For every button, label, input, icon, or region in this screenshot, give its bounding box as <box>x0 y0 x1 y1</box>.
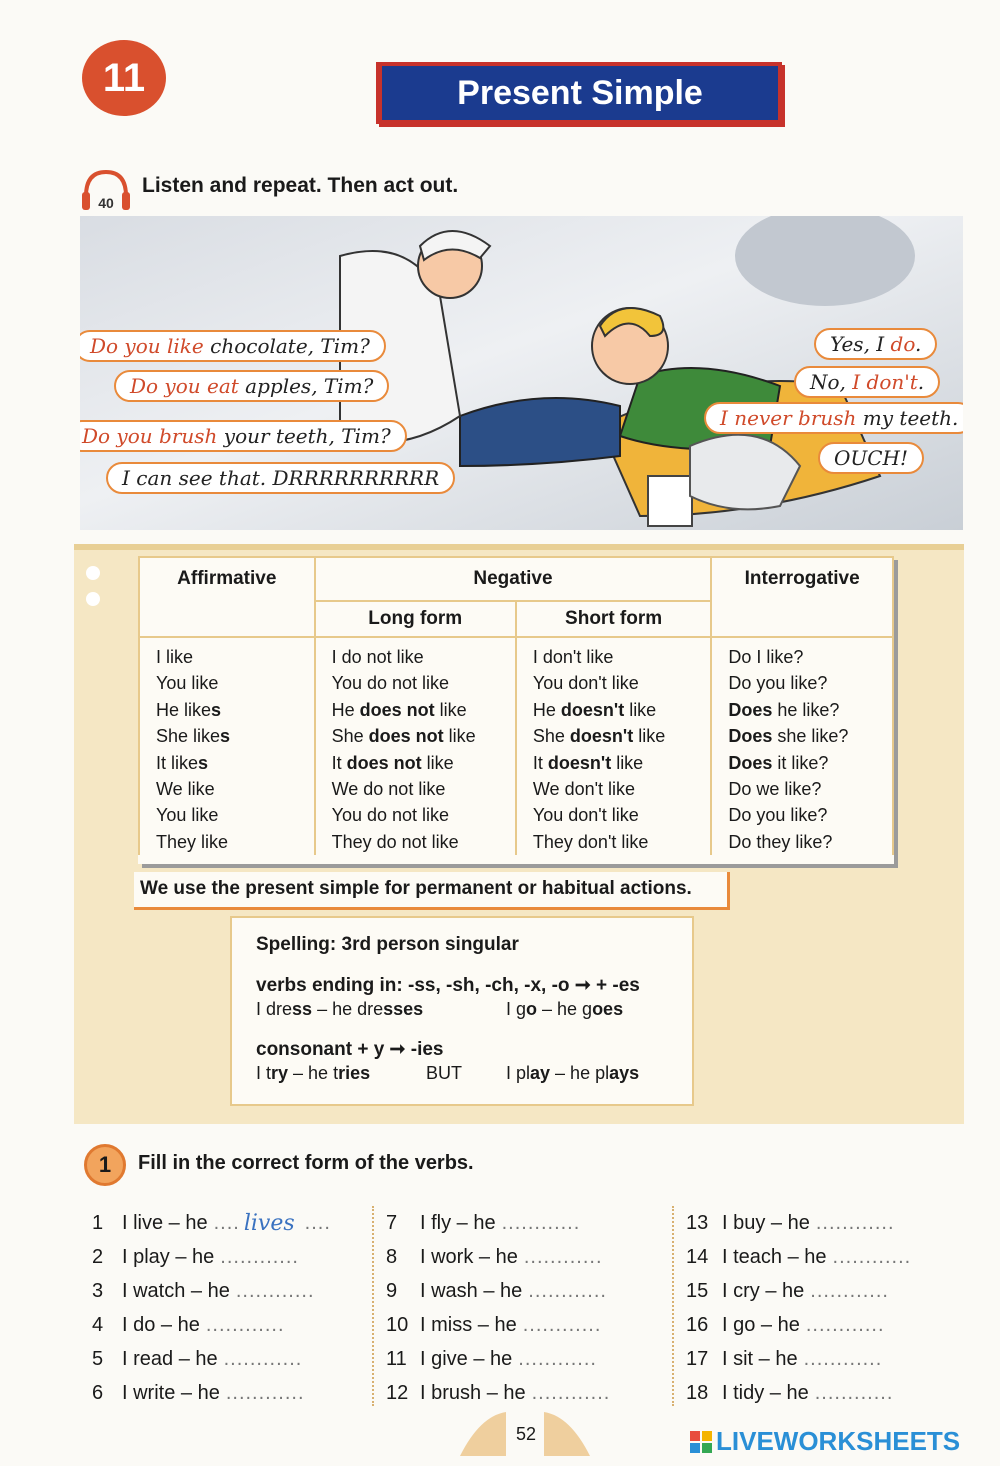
interrogative-row: Do we like? <box>728 779 822 800</box>
affirmative-row: They like <box>156 831 229 852</box>
affirmative-row: She likes <box>156 726 231 747</box>
affirmative-row: I like <box>156 647 194 667</box>
brand-grid-icon <box>690 1431 712 1453</box>
short-form-row: You don't like <box>532 805 639 826</box>
exercise-item: 5 I read – he ............ <box>92 1347 303 1370</box>
speech-bubble-tim-3 <box>704 402 963 434</box>
bubble-answer: I don't <box>852 370 918 394</box>
short-form-row: You don't like <box>532 673 639 694</box>
header-affirmative: Affirmative <box>139 557 315 637</box>
dentist-illustration <box>80 216 963 530</box>
spelling-example: I dress – he dresses <box>256 999 424 1019</box>
answer-field[interactable]: ............ <box>523 1245 603 1268</box>
speech-bubble-dentist-4 <box>106 462 455 494</box>
bubble-text: chocolate, Tim? <box>203 334 370 358</box>
long-form-row: It does not like <box>331 752 454 773</box>
exercise-item: 14 I teach – he ............ <box>686 1245 912 1268</box>
interrogative-row: Does he like? <box>728 699 840 720</box>
short-form-row: They don't like <box>532 831 649 852</box>
long-form-row: You do not like <box>331 805 450 826</box>
speech-bubble-tim-2 <box>794 366 940 398</box>
usage-note: We use the present simple for permanent or habitual actions. <box>134 872 730 910</box>
speech-bubble-dentist-1 <box>80 330 386 362</box>
bubble-text: your teeth, Tim? <box>217 424 391 448</box>
bubble-question: Do you like <box>90 334 204 358</box>
header-long-form: Long form <box>315 601 516 637</box>
page-number <box>460 1412 590 1456</box>
spelling-examples-1 <box>256 999 668 1020</box>
short-form-column <box>516 637 711 855</box>
exercise-item: 15 I cry – he ............ <box>686 1279 889 1302</box>
exercise-title: Fill in the correct form of the verbs. <box>138 1152 474 1174</box>
panel-dot <box>86 566 100 580</box>
bubble-text: No, <box>810 370 853 394</box>
header-interrogative: Interrogative <box>711 557 893 637</box>
short-form-row: I don't like <box>532 647 614 667</box>
long-form-row: You do not like <box>331 673 450 694</box>
exercise-column-2 <box>386 1206 610 1410</box>
exercise-item: 11 I give – he ............ <box>386 1347 597 1370</box>
answer-field[interactable]: ............ <box>832 1245 912 1268</box>
interrogative-row: Do you like? <box>728 805 828 826</box>
long-form-row: They do not like <box>331 831 459 852</box>
spelling-example: I go – he goes <box>506 999 624 1019</box>
spelling-example: I play – he plays <box>506 1063 640 1083</box>
answer-field[interactable]: ............ <box>220 1245 299 1268</box>
column-divider <box>372 1206 374 1406</box>
long-form-row: She does not like <box>331 726 476 747</box>
spelling-but: BUT <box>426 1063 462 1083</box>
listening-instruction: Listen and repeat. Then act out. <box>142 174 459 197</box>
short-form-row: It doesn't like <box>532 752 644 773</box>
unit-number-badge: 11 <box>82 40 166 116</box>
exercise-item: 12 I brush – he ............ <box>386 1381 611 1404</box>
affirmative-row: He likes <box>156 699 222 720</box>
exercise-item: 2 I play – he ............ <box>92 1245 299 1268</box>
answer-field[interactable]: ............ <box>528 1279 607 1302</box>
answer-field[interactable]: ............ <box>815 1211 895 1234</box>
exercise-item: 18 I tidy – he ............ <box>686 1381 894 1404</box>
header-negative: Negative <box>315 557 712 601</box>
answer-field[interactable]: ............ <box>531 1381 611 1404</box>
affirmative-row: You like <box>156 805 219 826</box>
affirmative-column <box>139 637 315 855</box>
bubble-answer: do <box>890 332 916 356</box>
grammar-table <box>138 556 894 864</box>
page-title: Present Simple <box>376 62 782 124</box>
bubble-answer: I never brush <box>720 406 857 430</box>
bubble-text: . <box>915 332 922 356</box>
spelling-box <box>230 916 694 1106</box>
header-short-form: Short form <box>516 601 711 637</box>
answer-field[interactable]: ............ <box>805 1313 885 1336</box>
audio-track-number: 40 <box>98 195 114 211</box>
answer-field[interactable]: ............ <box>235 1279 315 1302</box>
bubble-question: Do you eat <box>130 374 239 398</box>
exercise-column-1 <box>92 1206 331 1410</box>
bubble-text: OUCH! <box>834 446 909 470</box>
bubble-text: I can see that. DRRRRRRRRRR <box>122 466 440 490</box>
column-divider <box>672 1206 674 1406</box>
interrogative-row: Does she like? <box>728 726 849 747</box>
short-form-row: She doesn't like <box>532 726 666 747</box>
answer-field[interactable]: ............ <box>501 1211 581 1234</box>
spelling-example: I try – he tries <box>256 1063 371 1083</box>
affirmative-row: You like <box>156 673 219 694</box>
exercise-item: 6 I write – he ............ <box>92 1381 305 1404</box>
spelling-rule-2: consonant + y ➞ -ies <box>256 1039 444 1060</box>
short-form-row: He doesn't like <box>532 699 657 720</box>
exercise-item: 4 I do – he ............ <box>92 1313 285 1336</box>
long-form-column <box>315 637 516 855</box>
exercise-item: 7 I fly – he ............ <box>386 1211 581 1234</box>
long-form-row: We do not like <box>331 779 446 800</box>
exercise-item: 13 I buy – he ............ <box>686 1211 895 1234</box>
answer-field[interactable]: ............ <box>225 1381 305 1404</box>
page-number-text: 52 <box>516 1424 537 1444</box>
long-form-row: I do not like <box>331 647 424 667</box>
brand-logo[interactable] <box>690 1426 960 1457</box>
exercise-item: 9 I wash – he ............ <box>386 1279 607 1302</box>
speech-bubble-tim-1 <box>814 328 937 360</box>
exercise-item: 3 I watch – he ............ <box>92 1279 315 1302</box>
answer-field[interactable]: ............ <box>518 1347 597 1370</box>
spelling-title: Spelling: 3rd person singular <box>256 934 519 955</box>
exercise-item: 8 I work – he ............ <box>386 1245 603 1268</box>
long-form-row: He does not like <box>331 699 467 720</box>
speech-bubble-dentist-2 <box>114 370 389 402</box>
spelling-rule-1: verbs ending in: -ss, -sh, -ch, -x, -o ➞ + -es <box>256 975 640 996</box>
exercise-column-3 <box>686 1206 911 1410</box>
answer-field[interactable]: lives <box>243 1210 295 1236</box>
brand-name: LIVEWORKSHEETS <box>716 1426 961 1456</box>
exercise-number-badge: 1 <box>84 1144 126 1186</box>
headphones-icon[interactable] <box>80 166 132 214</box>
answer-field[interactable]: ............ <box>803 1347 883 1370</box>
answer-field[interactable]: ............ <box>814 1381 894 1404</box>
answer-field[interactable]: ............ <box>810 1279 889 1302</box>
interrogative-row: Does it like? <box>728 752 829 773</box>
panel-dot <box>86 592 100 606</box>
answer-field[interactable]: ............ <box>522 1313 602 1336</box>
interrogative-row: Do you like? <box>728 673 828 694</box>
answer-field[interactable]: ............ <box>205 1313 285 1336</box>
exercise-item: 1 I live – he .... lives .... <box>92 1210 331 1236</box>
speech-bubble-dentist-3 <box>80 420 407 452</box>
exercise-item: 16 I go – he ............ <box>686 1313 885 1336</box>
short-form-row: We don't like <box>532 779 636 800</box>
bubble-text: . <box>917 370 925 394</box>
interrogative-column <box>711 637 893 855</box>
interrogative-row: Do they like? <box>728 831 833 852</box>
interrogative-row: Do I like? <box>728 647 804 667</box>
affirmative-row: It likes <box>156 752 209 773</box>
answer-field[interactable]: ............ <box>223 1347 303 1370</box>
affirmative-row: We like <box>156 779 215 800</box>
exercise-item: 17 I sit – he ............ <box>686 1347 883 1370</box>
spelling-examples-2 <box>256 1063 668 1084</box>
bubble-text: Yes, I <box>830 332 891 356</box>
bubble-question: Do you brush <box>82 424 218 448</box>
exercise-item: 10 I miss – he ............ <box>386 1313 602 1336</box>
bubble-text: my teeth. <box>856 406 959 430</box>
speech-bubble-tim-4 <box>818 442 924 474</box>
bubble-text: apples, Tim? <box>238 374 374 398</box>
